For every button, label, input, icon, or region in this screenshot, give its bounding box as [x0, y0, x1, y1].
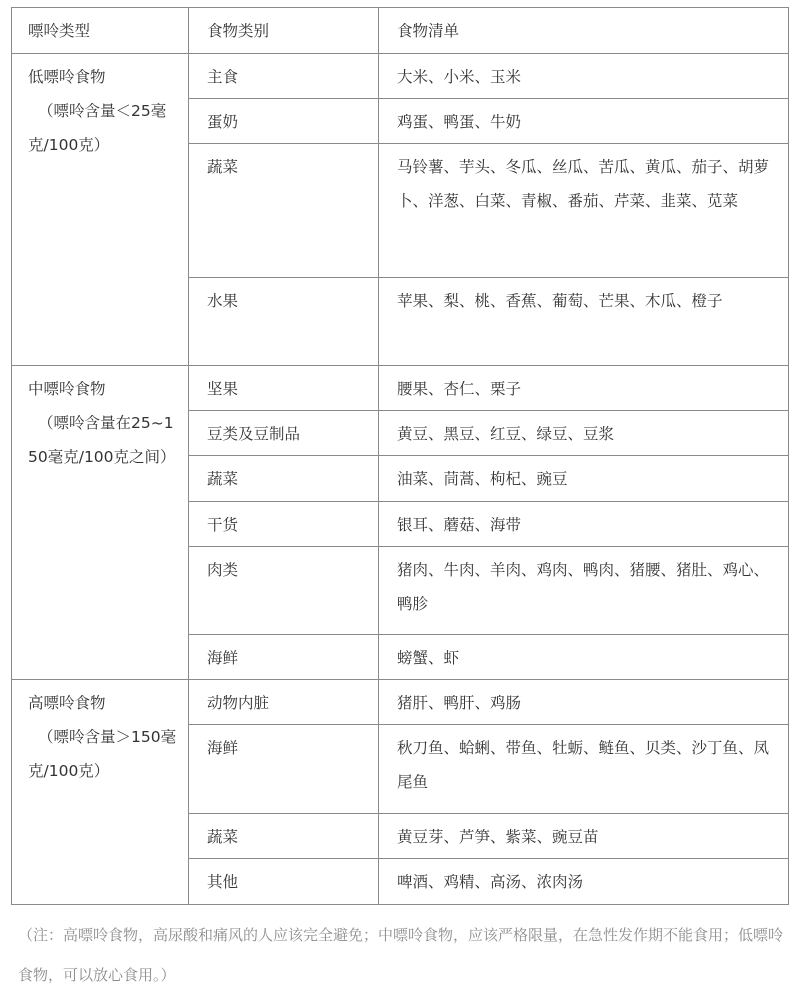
food-list: 马铃薯、芋头、冬瓜、丝瓜、苦瓜、黄瓜、茄子、胡萝卜、洋葱、白菜、青椒、番茄、芹菜、韭菜、苋菜 [379, 144, 789, 277]
food-list: 黄豆、黑豆、红豆、绿豆、豆浆 [379, 411, 789, 456]
food-category: 海鲜 [189, 725, 379, 813]
table-row [12, 54, 789, 99]
header-food-list: 食物清单 [379, 8, 789, 54]
table-row [12, 680, 789, 725]
purine-food-table [11, 7, 789, 905]
purine-type-title: 中嘌呤食物 [28, 380, 106, 399]
food-category: 动物内脏 [189, 680, 379, 725]
food-category: 蛋奶 [189, 99, 379, 144]
food-list: 鸡蛋、鸭蛋、牛奶 [379, 99, 789, 144]
food-list: 大米、小米、玉米 [379, 54, 789, 99]
food-list: 猪肝、鸭肝、鸡肠 [379, 680, 789, 725]
food-list: 腰果、杏仁、栗子 [379, 366, 789, 411]
header-food-category: 食物类别 [189, 8, 379, 54]
food-list: 螃蟹、虾 [379, 634, 789, 679]
food-category: 干货 [189, 501, 379, 546]
food-category: 主食 [189, 54, 379, 99]
food-list: 黄豆芽、芦笋、紫菜、豌豆苗 [379, 813, 789, 858]
food-category: 水果 [189, 277, 379, 365]
header-purine-type: 嘌呤类型 [12, 8, 189, 54]
purine-type-cell-medium [12, 366, 189, 680]
purine-type-desc: （嘌呤含量＜25毫克/100克） [28, 102, 167, 155]
food-list: 秋刀鱼、蛤蜊、带鱼、牡蛎、鲢鱼、贝类、沙丁鱼、凤尾鱼 [379, 725, 789, 813]
footnote: （注：高嘌呤食物，高尿酸和痛风的人应该完全避免；中嘌呤食物，应该严格限量，在急性发作期不能食用；低嘌呤食物，可以放心食用。） [18, 926, 784, 984]
food-category: 坚果 [189, 366, 379, 411]
food-category: 蔬菜 [189, 813, 379, 858]
food-list: 银耳、蘑菇、海带 [379, 501, 789, 546]
purine-type-desc: （嘌呤含量＞150毫克/100克） [28, 728, 177, 781]
food-category: 肉类 [189, 546, 379, 634]
table-header-row [12, 8, 789, 54]
food-category: 豆类及豆制品 [189, 411, 379, 456]
food-list: 猪肉、牛肉、羊肉、鸡肉、鸭肉、猪腰、猪肚、鸡心、鸭胗 [379, 546, 789, 634]
food-category: 其他 [189, 858, 379, 904]
purine-type-title: 高嘌呤食物 [28, 694, 106, 713]
food-list: 啤酒、鸡精、高汤、浓肉汤 [379, 858, 789, 904]
food-category: 蔬菜 [189, 144, 379, 277]
purine-type-cell-high [12, 680, 189, 905]
food-list: 苹果、梨、桃、香蕉、葡萄、芒果、木瓜、橙子 [379, 277, 789, 365]
purine-type-title: 低嘌呤食物 [28, 68, 106, 87]
food-list: 油菜、茼蒿、枸杞、豌豆 [379, 456, 789, 501]
table-row [12, 366, 789, 411]
purine-type-cell-low [12, 54, 189, 366]
food-category: 蔬菜 [189, 456, 379, 501]
food-category: 海鲜 [189, 634, 379, 679]
purine-type-desc: （嘌呤含量在25~150毫克/100克之间） [28, 414, 176, 467]
